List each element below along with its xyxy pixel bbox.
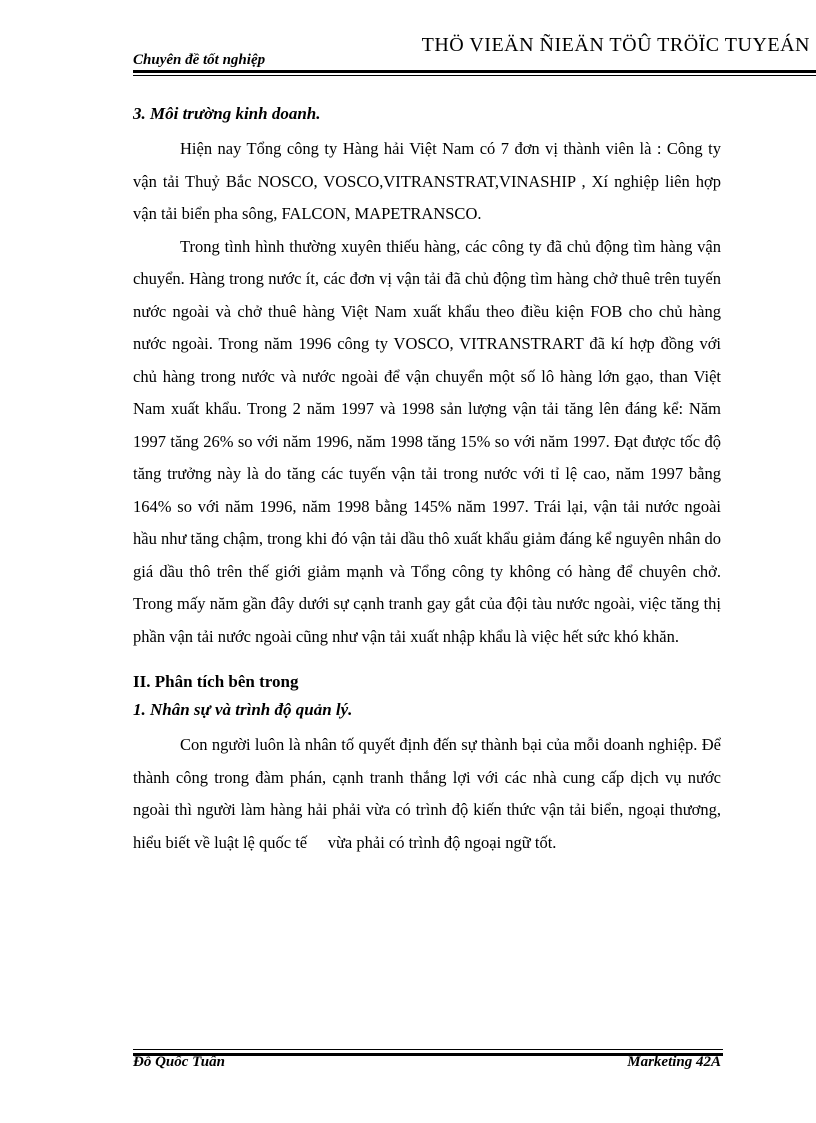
header-library-name: THÖ VIEÄN ÑIEÄN TÖÛ TRÖÏC TUYEÁN [421,34,810,56]
header-divider [133,70,816,73]
paragraph-transport-situation: Trong tình hình thường xuyên thiếu hàng, các công ty đã chủ động tìm hàng vận chuyển. Hàng trong nước ít, các đơn vị vận tải đã chủ động tìm hàng chở thuê trên tuyến nước ngoài và chở thuê hàng Việt Nam xuất khẩu theo điều kiện FOB cho chủ hàng nước ngoài. Trong năm 1996 công ty VOSCO, VITRANSTRART đã kí hợp đồng với chủ hàng trong nước và nước ngoài để vận chuyển một số lô hàng lớn gạo, than Việt Nam xuất khẩu. Trong 2 năm 1997 và 1998 sản lượng vận tải tăng lên đáng kể: Năm 1997 tăng 26% so với năm 1996, năm 1998 tăng 15% so với năm 1997. Đạt được tốc độ tăng trưởng này là do tăng các tuyến vận tải trong nước với tỉ lệ cao, năm 1997 bằng 164% so với năm 1996, năm 1998 bằng 145% năm 1997. Trái lại, vận tải nước ngoài hầu như tăng chậm, trong khi đó vận tải dầu thô xuất khẩu giảm đáng kể nguyên nhân do giá dầu thô trên thế giới giảm mạnh và Tổng công ty không có hàng để chuyên chở. Trong mấy năm gần đây dưới sự cạnh tranh gay gắt của đội tàu nước ngoài, việc tăng thị phần vận tải nước ngoài cũng như vận tải xuất nhập khẩu là việc hết sức khó khăn. [133,236,721,646]
subsection-1-title: 1. Nhân sự và trình độ quản lý. [133,700,353,719]
header-divider-thin [133,75,816,76]
page-body [133,101,726,859]
footer-divider-thin [133,1049,723,1050]
paragraph-member-units: Hiện nay Tổng công ty Hàng hải Việt Nam có 7 đơn vị thành viên là : Công ty vận tải Thuỷ Bắc NOSCO, VOSCO,VITRANSTRAT,VINASHIP , Xí nghiệp liên hợp vận tải biển pha sông, FALCON, MAPETRANSCO. [133,139,721,223]
section-3-title: 3. Môi trường kinh doanh. [133,104,321,123]
paragraph-human-resources: Con người luôn là nhân tố quyết định đến sự thành bại của mỗi doanh nghiệp. Để thành công trong đàm phán, cạnh tranh thắng lợi với các nhà cung cấp dịch vụ nước ngoài thì người làm hàng hải phải vừa có trình độ kiến thức vận tải biển, ngoại thương, hiểu biết về luật lệ quốc tế vừa phải có trình độ ngoại ngữ tốt. [133,735,726,852]
footer-author: Đỗ Quốc Tuấn [133,1054,225,1070]
part-ii-title: II. Phân tích bên trong [133,672,299,691]
footer-class: Marketing 42A [627,1054,721,1070]
header-doc-type: Chuyên đề tốt nghiệp [133,52,266,68]
